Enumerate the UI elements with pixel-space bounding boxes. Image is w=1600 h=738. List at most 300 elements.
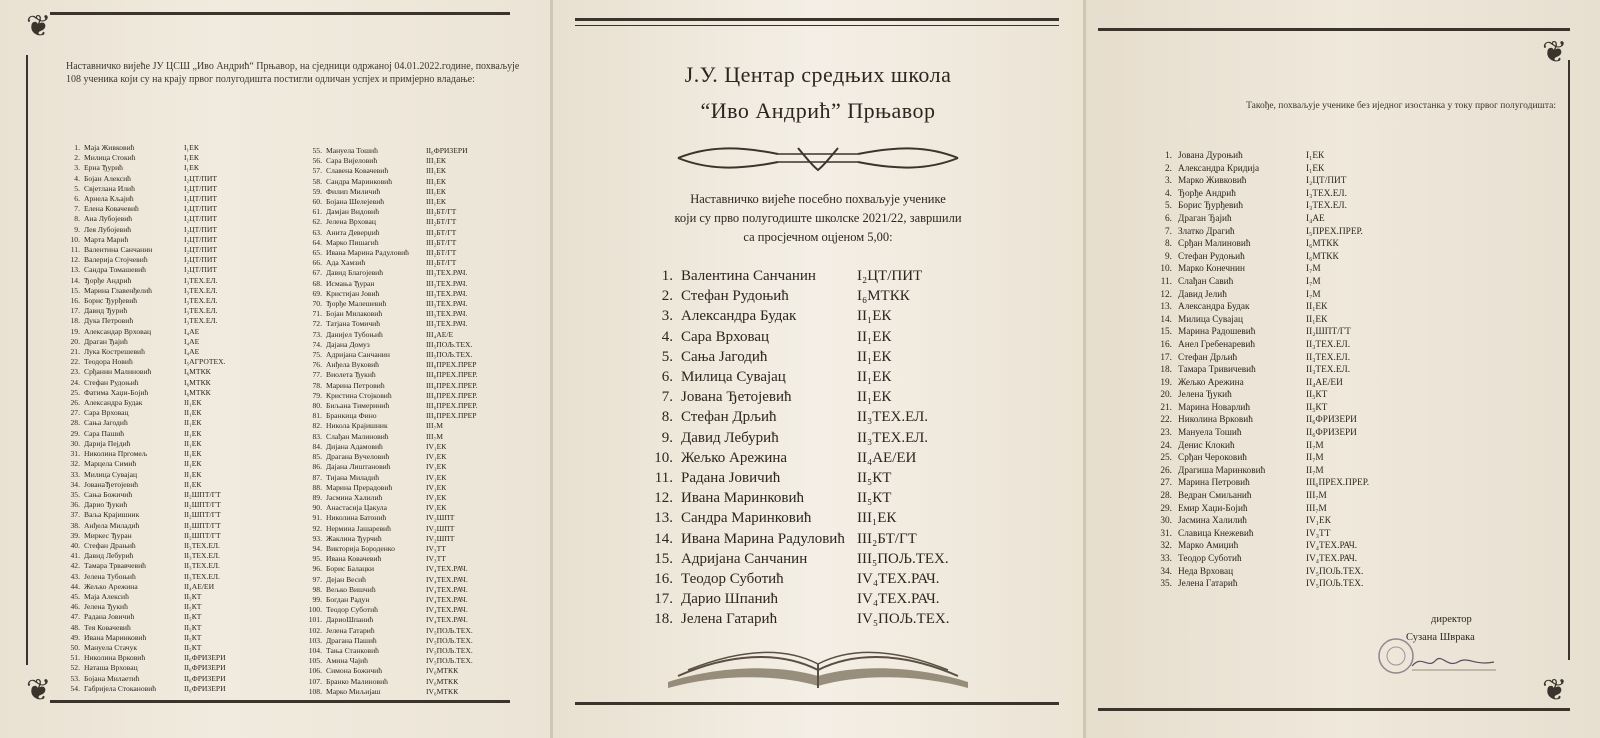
row-number: 16. (1160, 339, 1172, 350)
student-row (66, 316, 226, 326)
student-row (308, 350, 477, 360)
row-number: 73. (312, 329, 322, 339)
student-name: ЈованаЂетојевић (84, 479, 139, 489)
top-student-row (649, 367, 949, 387)
row-number: 45. (70, 591, 80, 601)
student-class: IV₄ТЕХ.РАЧ. (1306, 554, 1358, 564)
student-class: II₇М (1306, 440, 1324, 451)
student-name: Сања Јагодић (681, 348, 768, 365)
student-name: Борис Ђурђевић (1178, 201, 1243, 212)
student-class: I₆МТКК (184, 377, 211, 387)
student-class: I₂ЦТ/ПИТ (857, 268, 923, 284)
row-number: 84. (312, 441, 322, 451)
row-number: 20. (70, 336, 80, 346)
student-row (66, 643, 226, 653)
row-number: 3. (661, 308, 673, 325)
student-name: Анел Гребенаревић (1178, 339, 1255, 350)
student-row (66, 684, 226, 694)
student-class: III₇М (426, 421, 443, 431)
student-class: II₄АЕ/ЕИ (1306, 377, 1343, 388)
student-row (308, 238, 477, 248)
student-class: III₁ЕК (426, 156, 446, 166)
student-name: Арнела Кљајић (84, 194, 134, 204)
student-class: I₆МТКК (184, 387, 211, 397)
left-intro-text: Наставничко вијеће ЈУ ЦСШ „Иво Андрић“ Прњавор, на сједници одржаној 04.01.2022.године, похваљује 108 ученика који су на крају првог полугодишта постигли одличан успјех и примјерно владање: (66, 61, 520, 85)
student-name: Тијана Миладић (326, 472, 380, 482)
student-class: II₁ЕК (1306, 302, 1328, 313)
student-class: I₃ТЕХ.ЕЛ. (184, 316, 218, 326)
student-row (66, 337, 226, 347)
student-class: I₇М (1306, 264, 1321, 275)
student-row (308, 483, 477, 493)
student-name: Милица Сувајац (681, 369, 786, 386)
student-row (66, 296, 226, 306)
student-name: Маја Живковић (84, 143, 135, 152)
row-number: 6. (74, 194, 80, 204)
row-number: 106. (308, 666, 322, 676)
student-class: III₁ЕК (426, 197, 446, 207)
student-row (308, 207, 477, 217)
student-row (66, 153, 226, 163)
student-class: III₅ПОЉ.ТЕХ. (426, 350, 473, 360)
student-name: Стефан Драњић (84, 540, 136, 550)
student-name: Симона Божичић (326, 666, 383, 676)
student-name: Биљана Тимеринић (326, 401, 390, 411)
student-name: Радана Јовичић (681, 470, 781, 487)
row-number: 74. (312, 339, 322, 349)
row-number: 8. (1165, 239, 1172, 250)
student-name: Николина Пргомељ (84, 449, 148, 459)
row-number: 4. (74, 173, 80, 183)
row-number: 9. (661, 429, 673, 446)
student-row (66, 214, 226, 224)
row-number: 29. (70, 428, 80, 438)
students-list-1-54 (66, 143, 226, 694)
row-number: 1. (74, 143, 80, 152)
praise-line2: који су прво полугодиште школске 2021/22, завршили (674, 211, 962, 225)
student-name: Жељко Арежина (681, 449, 788, 466)
student-class: III₆ПРЕХ.ПРЕР. (426, 390, 478, 400)
no-absence-row (1156, 251, 1369, 264)
student-class: II₆ФРИЗЕРИ (426, 146, 468, 155)
student-name: Сара Врховац (84, 408, 129, 418)
student-class: IV₁ЕК (426, 452, 447, 462)
student-row (66, 521, 226, 531)
row-number: 27. (70, 408, 80, 418)
top-student-row (649, 387, 949, 407)
row-number: 39. (70, 530, 80, 540)
student-class: II₅КТ (184, 632, 202, 642)
student-row (66, 357, 226, 367)
student-row (308, 330, 477, 340)
row-number: 94. (312, 543, 322, 553)
row-number: 21. (70, 347, 80, 357)
student-name: Дамјан Видовић (326, 207, 380, 217)
student-class: IV₄ТЕХ.РАЧ. (426, 615, 468, 625)
student-class: II₃ТЕХ.ЕЛ. (184, 571, 220, 581)
row-number: 12. (654, 490, 673, 507)
student-name: Теодора Новић (84, 357, 133, 367)
student-name: Тамара Тривичевић (1178, 365, 1256, 376)
row-number: 57. (312, 166, 322, 176)
row-number: 7. (74, 204, 80, 214)
no-absence-row (1156, 515, 1369, 528)
student-class: II₅КТ (184, 612, 202, 622)
student-class: IV₃ТТ (426, 543, 446, 553)
student-name: Марина Радошевић (1178, 327, 1256, 338)
student-row (308, 319, 477, 329)
student-class: III₂БТ/ГТ (426, 248, 457, 258)
row-number: 22. (1160, 415, 1172, 426)
student-row (308, 197, 477, 207)
row-number: 51. (70, 653, 80, 663)
row-number: 13. (1160, 302, 1172, 313)
student-class: II₃ТЕХ.ЕЛ. (857, 429, 929, 446)
student-class: II₁ЕК (184, 398, 202, 408)
row-number: 49. (70, 632, 80, 642)
row-number: 28. (70, 418, 80, 428)
student-class: IV₂ШПТ (426, 513, 455, 523)
student-class: I₇М (1306, 276, 1321, 287)
student-class: I₁ЕК (184, 163, 199, 173)
director-name: Сузана Шврака (1406, 632, 1475, 643)
student-name: Бојана Милаетић (84, 673, 140, 683)
row-number: 32. (1160, 541, 1172, 552)
top-student-row (649, 609, 949, 629)
row-number: 25. (1160, 453, 1172, 464)
no-absence-row (1156, 263, 1369, 276)
student-row (66, 480, 226, 490)
student-row (66, 163, 226, 173)
student-row (308, 258, 477, 268)
student-class: IV₆МТКК (426, 686, 459, 696)
student-name: Вељко Вишчић (326, 584, 376, 594)
student-class: IV₅ПОЉ.ТЕХ. (426, 635, 473, 645)
student-name: Жаклина Ђурчић (326, 533, 382, 543)
student-class: III₂БТ/ГТ (857, 530, 917, 547)
student-name: Стефан Дрљић (1178, 352, 1238, 363)
student-name: Свјетлана Илић (84, 183, 135, 193)
student-row (308, 217, 477, 227)
student-class: IV₁ЕК (426, 441, 447, 451)
student-class: I₂ЦТ/ПИТ (1306, 176, 1347, 187)
left-panel (0, 0, 550, 738)
row-number: 38. (70, 520, 80, 530)
bottom-border (50, 700, 510, 703)
student-row (66, 204, 226, 214)
student-class: III₁ЕК (426, 166, 446, 176)
student-class: I₂ЦТ/ПИТ (184, 204, 218, 214)
student-class: II₅КТ (184, 642, 202, 652)
student-name: Ваља Крајишник (84, 510, 140, 520)
row-number: 36. (70, 500, 80, 510)
student-class: II₇М (1306, 453, 1324, 464)
student-row (308, 279, 477, 289)
student-name: Ђорђе Андрић (84, 275, 132, 285)
student-name: Филип Миличић (326, 186, 381, 196)
open-book-icon (658, 636, 978, 696)
student-class: II₅КТ (184, 602, 202, 612)
bottom-border (575, 702, 1059, 705)
student-row (66, 225, 226, 235)
student-class: II₃ТЕХ.ЕЛ. (1306, 365, 1351, 376)
student-class: I₆МТКК (1306, 251, 1339, 262)
student-row (66, 347, 226, 357)
row-number: 26. (70, 398, 80, 408)
student-class: I₂ЦТ/ПИТ (184, 234, 218, 244)
student-row (308, 595, 477, 605)
student-name: Драгиша Маринковић (1178, 465, 1266, 476)
student-class: IV₄ТЕХ.РАЧ. (857, 571, 940, 588)
student-name: Марко Пишагић (326, 237, 379, 247)
student-class: II₁ЕК (184, 449, 202, 459)
student-class: III₇М (1306, 503, 1327, 514)
student-row (308, 187, 477, 197)
student-class: IV₃ТТ (426, 554, 446, 564)
student-class: II₁ЕК (857, 348, 892, 365)
student-row (66, 633, 226, 643)
row-number: 87. (312, 472, 322, 482)
row-number: 60. (312, 197, 322, 207)
student-name: Марко Миљијаш (326, 686, 381, 696)
student-name: Борис Ђурђевић (84, 296, 138, 306)
row-number: 9. (74, 224, 80, 234)
row-number: 75. (312, 350, 322, 360)
no-absence-row (1156, 326, 1369, 339)
student-name: Јелена Гатарић (326, 625, 375, 635)
student-name: Валерија Стојчевић (84, 255, 148, 265)
row-number: 81. (312, 411, 322, 421)
student-row (308, 432, 477, 442)
student-row (308, 666, 477, 676)
row-number: 48. (70, 622, 80, 632)
student-row (66, 327, 226, 337)
row-number: 91. (312, 513, 322, 523)
row-number: 17. (1160, 352, 1172, 363)
top-student-row (649, 347, 949, 367)
student-class: III₇М (426, 431, 443, 441)
student-name: Марина Петровић (326, 380, 385, 390)
student-name: Марко Амиџић (1178, 541, 1239, 552)
student-class: IV₄ТЕХ.РАЧ. (426, 584, 468, 594)
student-class: I₄АЕ (184, 347, 200, 357)
row-number: 52. (70, 663, 80, 673)
student-row (66, 592, 226, 602)
student-class: III₁ЕК (426, 176, 446, 186)
student-name: Дајана Домуз (326, 339, 370, 349)
no-absence-row (1156, 163, 1369, 176)
student-name: Славица Кнежевић (1178, 528, 1254, 539)
row-number: 78. (312, 380, 322, 390)
student-name: ДариоШпанић (326, 615, 374, 625)
student-row (308, 442, 477, 452)
row-number: 21. (1160, 402, 1172, 413)
student-name: Бранкица Фино (326, 411, 377, 421)
student-class: II₁ЕК (184, 469, 202, 479)
student-name: Анђела Вуковић (326, 360, 379, 370)
no-absence-row (1156, 389, 1369, 402)
student-row (308, 360, 477, 370)
row-number: 65. (312, 248, 322, 258)
student-row (66, 367, 226, 377)
student-name: Сања Јагодић (84, 418, 128, 428)
student-name: Јелена Врховац (326, 217, 376, 227)
student-class: I₂ЦТ/ПИТ (184, 255, 218, 265)
student-name: Стефан Дрљић (681, 409, 777, 426)
student-row (66, 398, 226, 408)
student-class: I₂ЦТ/ПИТ (184, 224, 218, 234)
no-absence-row (1156, 414, 1369, 427)
student-name: Ивана Ковачевић (326, 554, 382, 564)
student-name: Теодор Суботић (681, 571, 784, 588)
top-students-list (649, 266, 949, 630)
row-number: 100. (308, 605, 322, 615)
student-row (308, 391, 477, 401)
student-name: Слађан Малиновић (326, 431, 389, 441)
row-number: 3. (1165, 176, 1172, 187)
bottom-border (1098, 708, 1570, 711)
row-number: 8. (74, 214, 80, 224)
student-name: Ивана Марина Радуловић (681, 530, 845, 547)
no-absence-row (1156, 553, 1369, 566)
row-number: 97. (312, 574, 322, 584)
no-absence-row (1156, 440, 1369, 453)
student-row (66, 612, 226, 622)
student-name: Емир Хаџи-Бојић (1178, 503, 1248, 514)
student-name: Јелена Тубоњић (84, 571, 136, 581)
student-class: III₆ПРЕХ.ПРЕР (426, 360, 477, 370)
row-number: 58. (312, 176, 322, 186)
row-number: 6. (661, 369, 673, 386)
student-class: I₆МТКК (857, 288, 910, 305)
student-class: I₂ЦТ/ПИТ (184, 183, 218, 193)
student-class: II₁ЕК (184, 438, 202, 448)
student-name: Марина Прерадовић (326, 482, 393, 492)
no-absence-row (1156, 528, 1369, 541)
student-row (308, 626, 477, 636)
student-row (66, 143, 226, 153)
no-absence-row (1156, 150, 1369, 163)
student-class: II₅КТ (857, 470, 892, 487)
student-row (308, 493, 477, 503)
row-number: 89. (312, 492, 322, 502)
top-student-row (649, 327, 949, 347)
student-row (66, 500, 226, 510)
student-name: Ђорђе Малешевић (326, 299, 387, 309)
student-row (66, 388, 226, 398)
student-row (66, 408, 226, 418)
student-class: I₁ЕК (1306, 151, 1325, 161)
student-name: Елена Ковачевић (84, 204, 139, 214)
student-class: I₃ТЕХ.ЕЛ. (1306, 188, 1347, 199)
no-absence-students-list (1156, 150, 1369, 591)
student-name: Амина Чајић (326, 656, 368, 666)
student-row (308, 473, 477, 483)
student-name: Марта Марић (84, 234, 129, 244)
row-number: 90. (312, 503, 322, 513)
row-number: 99. (312, 594, 322, 604)
row-number: 19. (70, 326, 80, 336)
row-number: 15. (654, 550, 673, 567)
student-class: III₅ПОЉ.ТЕХ. (426, 339, 473, 349)
student-row (66, 245, 226, 255)
student-name: Радана Јовичић (84, 612, 135, 622)
no-absence-row (1156, 465, 1369, 478)
no-absence-row (1156, 364, 1369, 377)
student-name: Богдан Радун (326, 594, 370, 604)
student-class: I₂ЦТ/ПИТ (184, 214, 218, 224)
top-student-row (649, 266, 949, 286)
row-number: 17. (70, 306, 80, 316)
student-row (66, 255, 226, 265)
row-number: 26. (1160, 465, 1172, 476)
row-number: 18. (654, 611, 673, 628)
row-number: 14. (654, 530, 673, 547)
top-student-row (649, 407, 949, 427)
student-name: Дука Петровић (84, 316, 134, 326)
row-number: 67. (312, 268, 322, 278)
row-number: 32. (70, 459, 80, 469)
student-class: II₃ТЕХ.ЕЛ. (1306, 339, 1351, 350)
row-number: 108. (308, 686, 322, 696)
no-absence-row (1156, 188, 1369, 201)
student-class: II₂ШПТ/ГТ (184, 520, 221, 530)
student-row (308, 585, 477, 595)
top-student-row (649, 286, 949, 306)
student-class: II₅КТ (1306, 390, 1328, 401)
student-row (308, 452, 477, 462)
student-class: I₂ЦТ/ПИТ (184, 245, 218, 255)
student-class: IV₆МТКК (426, 666, 459, 676)
student-class: IV₁ЕК (1306, 516, 1331, 527)
student-class: I₆МТКК (184, 367, 211, 377)
student-name: Валентина Санчанин (681, 268, 816, 284)
student-name: Сара Пашић (84, 428, 125, 438)
student-name: Славена Ковачевић (326, 166, 389, 176)
student-name: Данијел Тубоњић (326, 329, 383, 339)
row-number: 7. (661, 389, 673, 406)
student-class: III₄АЕ/Е (426, 329, 454, 339)
student-class: IV₄ТЕХ.РАЧ. (1306, 541, 1358, 552)
student-name: Ерна Ђурић (84, 163, 123, 173)
no-absence-row (1156, 339, 1369, 352)
student-class: II₂ШПТ/ГТ (184, 489, 221, 499)
row-number: 15. (1160, 327, 1172, 338)
student-row (308, 309, 477, 319)
student-name: Лука Кострешевић (84, 347, 145, 357)
student-class: III₆ПРЕХ.ПРЕР. (1306, 478, 1370, 489)
student-row (308, 544, 477, 554)
corner-ornament-bottom-right: ❦ (1542, 674, 1568, 707)
student-class: II₁ЕК (857, 308, 892, 325)
student-name: Давид Лебурић (681, 429, 779, 446)
top-border (50, 12, 510, 15)
row-number: 102. (308, 625, 322, 635)
student-row (308, 411, 477, 421)
student-name: Марцела Симић (84, 459, 137, 469)
student-name: Марко Конечнин (1178, 264, 1245, 275)
student-class: III₆ПРЕХ.ПРЕР. (426, 380, 478, 390)
row-number: 10. (1160, 264, 1172, 275)
student-name: Марко Живковић (1178, 176, 1247, 187)
student-name: Јелена Гатарић (1178, 579, 1238, 590)
student-row (66, 551, 226, 561)
student-name: Жељко Арежина (1178, 377, 1244, 388)
no-absence-row (1156, 477, 1369, 490)
student-row (66, 582, 226, 592)
student-row (308, 554, 477, 564)
student-name: Ведран Смиљанић (1178, 491, 1252, 502)
